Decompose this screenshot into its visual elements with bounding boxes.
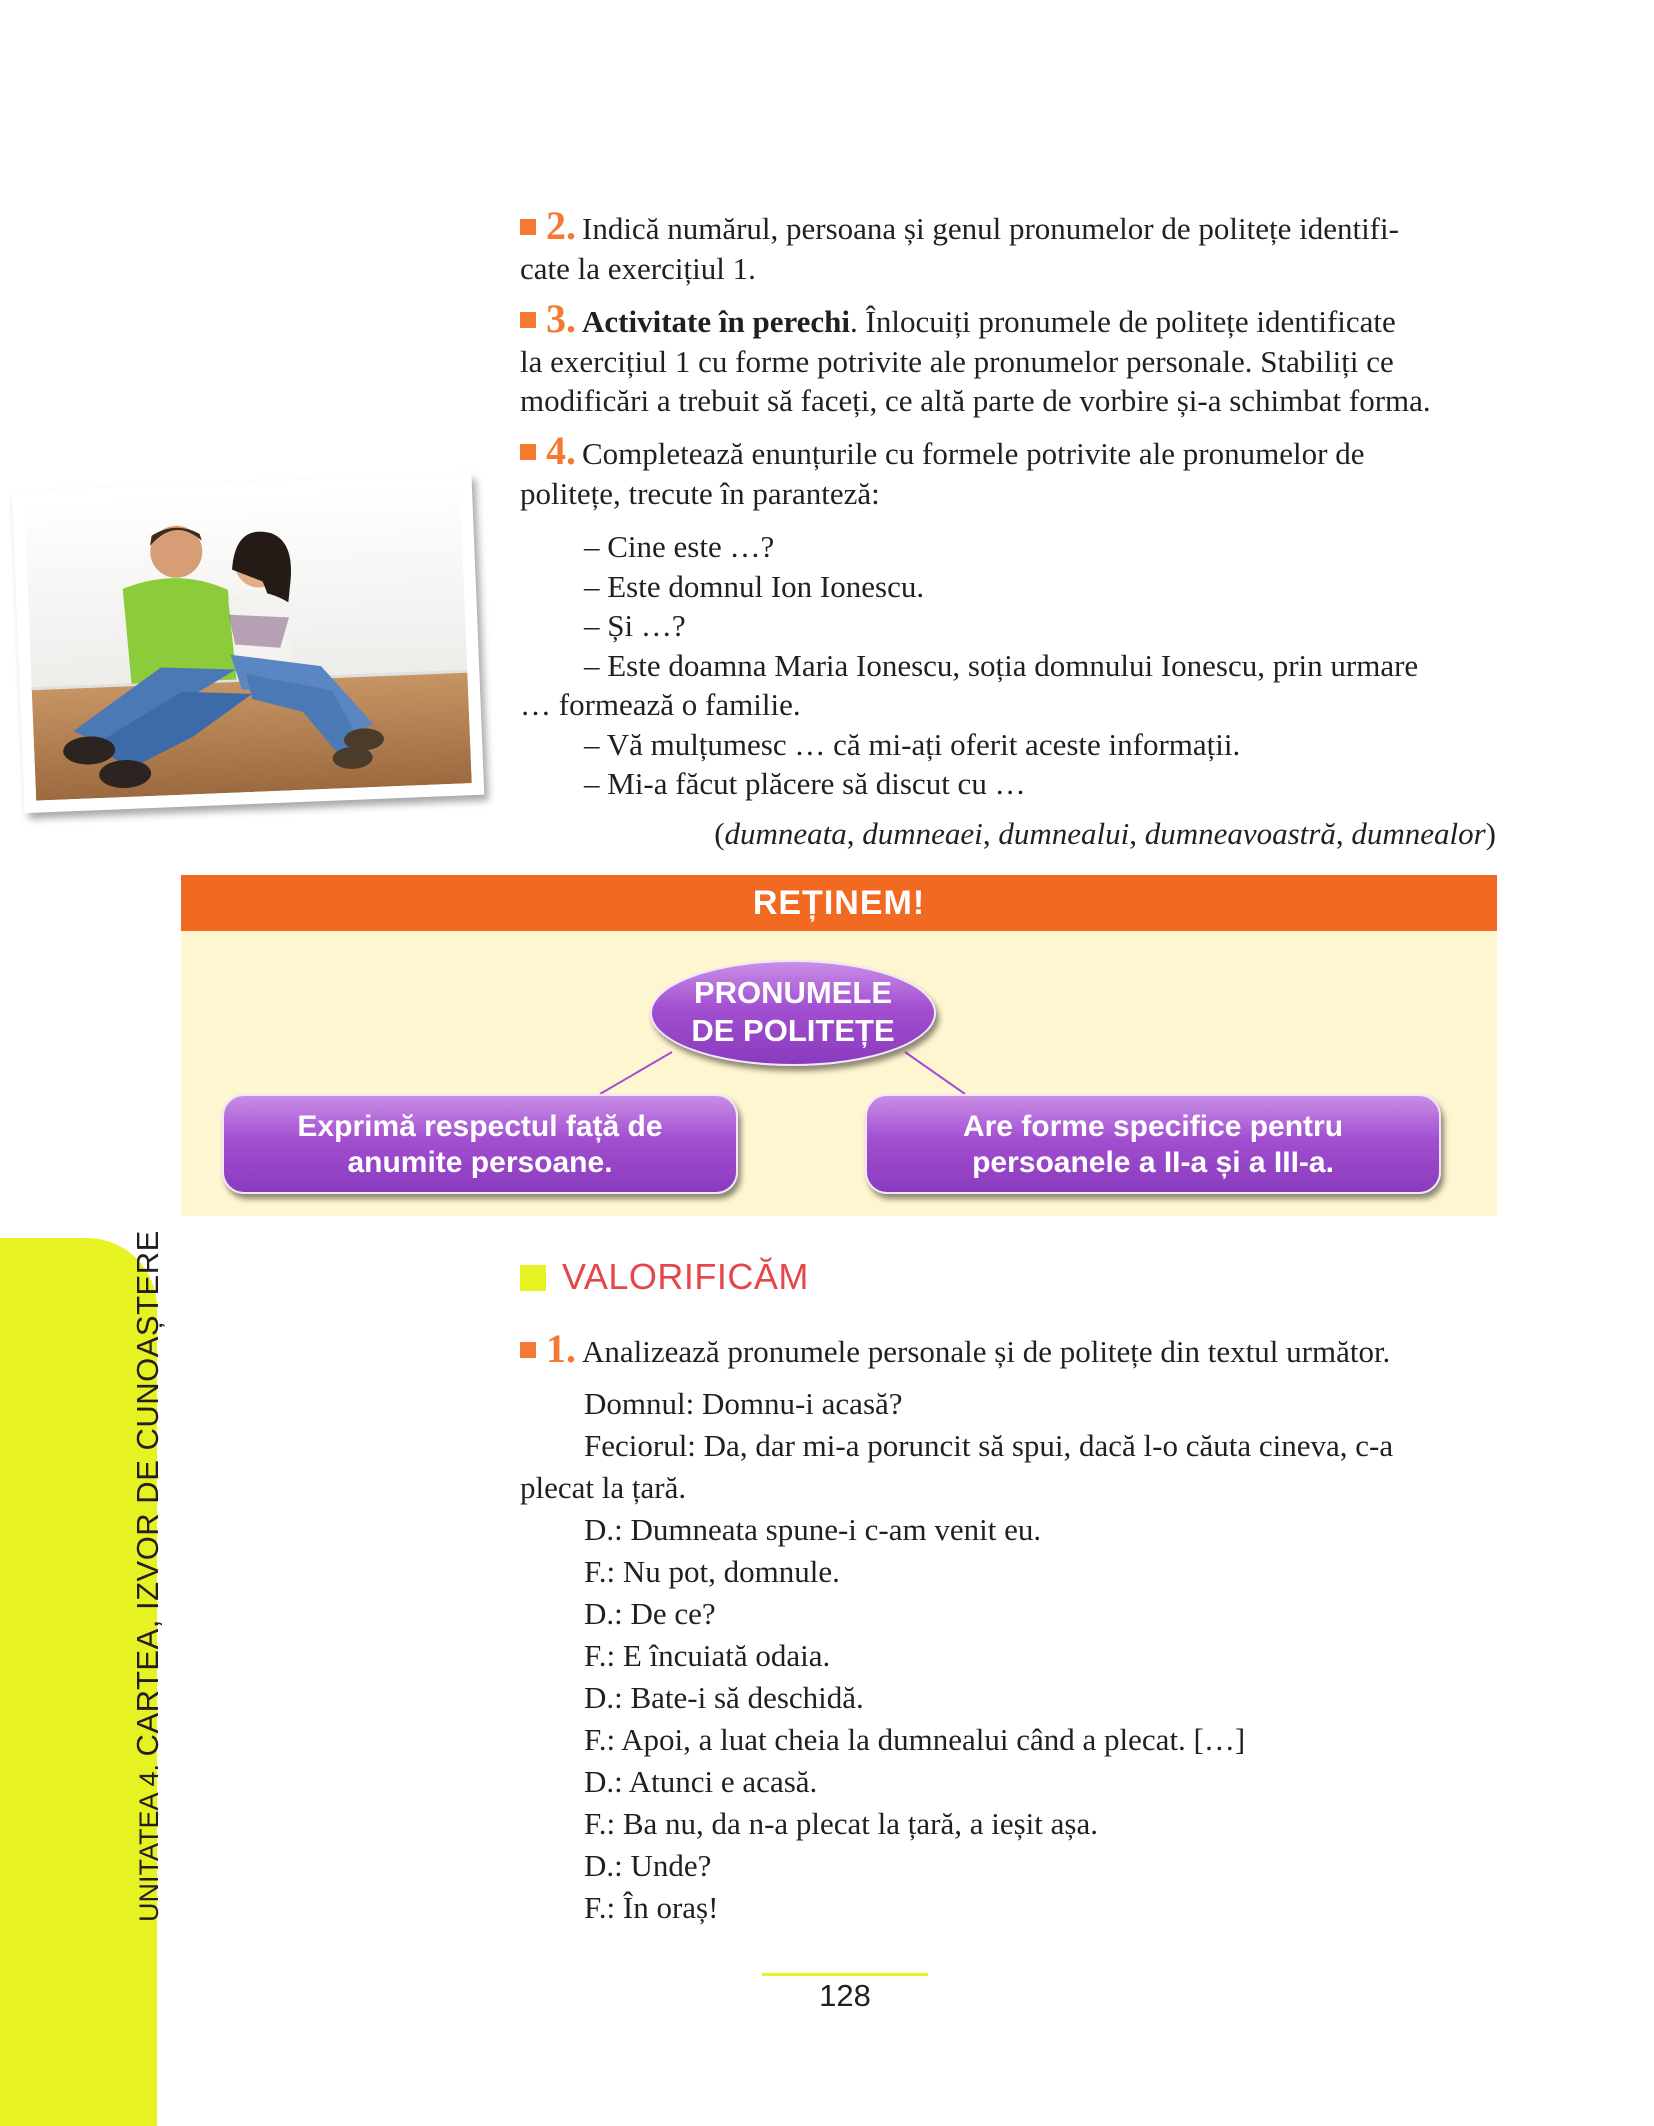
dialogue-line: – Este domnul Ion Ionescu.	[584, 568, 925, 604]
dialogue-line: F.: În oraș!	[584, 1890, 719, 1925]
exercise-text: . Înlocuiți pronumele de politețe identificate	[850, 304, 1396, 339]
bullet-square	[520, 312, 536, 328]
dialogue-line: – Vă mulțumesc … că mi-ați oferit aceste informații.	[584, 726, 1241, 762]
exercise-text: modificări a trebuit să faceți, ce altă parte de vorbire și-a schimbat forma.	[520, 383, 1431, 418]
dialogue-line: F.: E încuiată odaia.	[584, 1638, 831, 1673]
option: dumnealui	[998, 815, 1130, 851]
exercise-text: Completează enunțurile cu formele potrivite ale pronumelor de	[582, 436, 1365, 471]
dialogue-line: Feciorul: Da, dar mi-a poruncit să spui, dacă l-o căuta cineva, c-a	[584, 1428, 1394, 1463]
dialogue-line: – Este doamna Maria Ionescu, soția domnului Ionescu, prin urmare	[584, 647, 1419, 683]
pronoun-options: (dumneata, dumneaei, dumnealui, dumneavoastră, dumnealor)	[714, 815, 1496, 851]
dialogue-line: F.: Apoi, a luat cheia la dumnealui când a plecat. […]	[584, 1722, 1246, 1757]
dialogue-line: D.: Atunci e acasă.	[584, 1764, 818, 1799]
option: dumnealor	[1351, 815, 1486, 851]
dialogue-line: D.: Dumneata spune-i c-am venit eu.	[584, 1512, 1042, 1547]
exercise-number: 3.	[546, 296, 576, 341]
exercise-text: la exercițiul 1 cu forme potrivite ale pronumelor personale. Stabiliți ce	[520, 343, 1394, 379]
exercise-text: cate la exercițiul 1.	[520, 250, 756, 286]
dialogue-line: F.: Ba nu, da n-a plecat la țară, a ieșit așa.	[584, 1806, 1098, 1841]
valorificam-exercise-1	[520, 1328, 1496, 1929]
side-tab-label	[130, 1230, 166, 1922]
exercise-3	[520, 296, 1496, 421]
unit-title: CARTEA, IZVOR DE CUNOAȘTERE	[130, 1230, 165, 1757]
option: dumneata	[724, 815, 847, 851]
option: dumneavoastră	[1144, 815, 1336, 851]
dialogue-line: D.: Bate-i să deschidă.	[584, 1680, 864, 1715]
concept-oval: PRONUMELE DE POLITEȚE	[650, 960, 936, 1066]
concept-right-box: Are forme specifice pentru persoanele a II-a și a III-a.	[865, 1094, 1441, 1194]
dialogue-line: D.: Unde?	[584, 1848, 712, 1883]
option: dumneaei	[862, 815, 983, 851]
bullet-square	[520, 444, 536, 460]
dialogue-line: – Mi-a făcut plăcere să discut cu …	[584, 766, 1026, 801]
dialogue-line: plecat la țară.	[520, 1470, 687, 1505]
dialogue-line: Domnul: Domnu-i acasă?	[584, 1386, 903, 1421]
dialogue-line: D.: De ce?	[584, 1596, 716, 1631]
exercise-number: 1.	[546, 1326, 576, 1371]
dialogue-line: F.: Nu pot, domnule.	[584, 1554, 840, 1589]
concept-left-box: Exprimă respectul față de anumite persoane.	[222, 1094, 738, 1194]
exercise-text: politețe, trecute în paranteză:	[520, 475, 880, 511]
footer-rule	[762, 1973, 928, 1976]
exercise-text: Indică numărul, persoana și genul pronumelor de politețe identifi-	[582, 211, 1399, 246]
couple-photo	[12, 473, 485, 813]
couple-illustration	[24, 485, 472, 800]
dialogue-line: – Cine este …?	[584, 529, 775, 564]
retinem-header: REȚINEM!	[181, 875, 1497, 931]
exercise-2	[520, 203, 1496, 288]
exercise-text: Analizează pronumele personale și de politețe din textul următor.	[582, 1334, 1391, 1369]
bullet-square	[520, 1342, 536, 1358]
dialogue-line: – Și …?	[584, 608, 686, 643]
dialogue-line: … formează o familie.	[520, 687, 801, 722]
page-number: 128	[819, 1978, 871, 2013]
heading-square	[520, 1265, 546, 1291]
exercise-number: 4.	[546, 428, 576, 473]
exercise-number: 2.	[546, 203, 576, 248]
unit-number: UNITATEA 4.	[134, 1763, 164, 1922]
exercise-4	[520, 428, 1496, 853]
section-heading: VALORIFICĂM	[520, 1256, 809, 1298]
activity-label: Activitate în perechi	[582, 304, 851, 339]
bullet-square	[520, 219, 536, 235]
